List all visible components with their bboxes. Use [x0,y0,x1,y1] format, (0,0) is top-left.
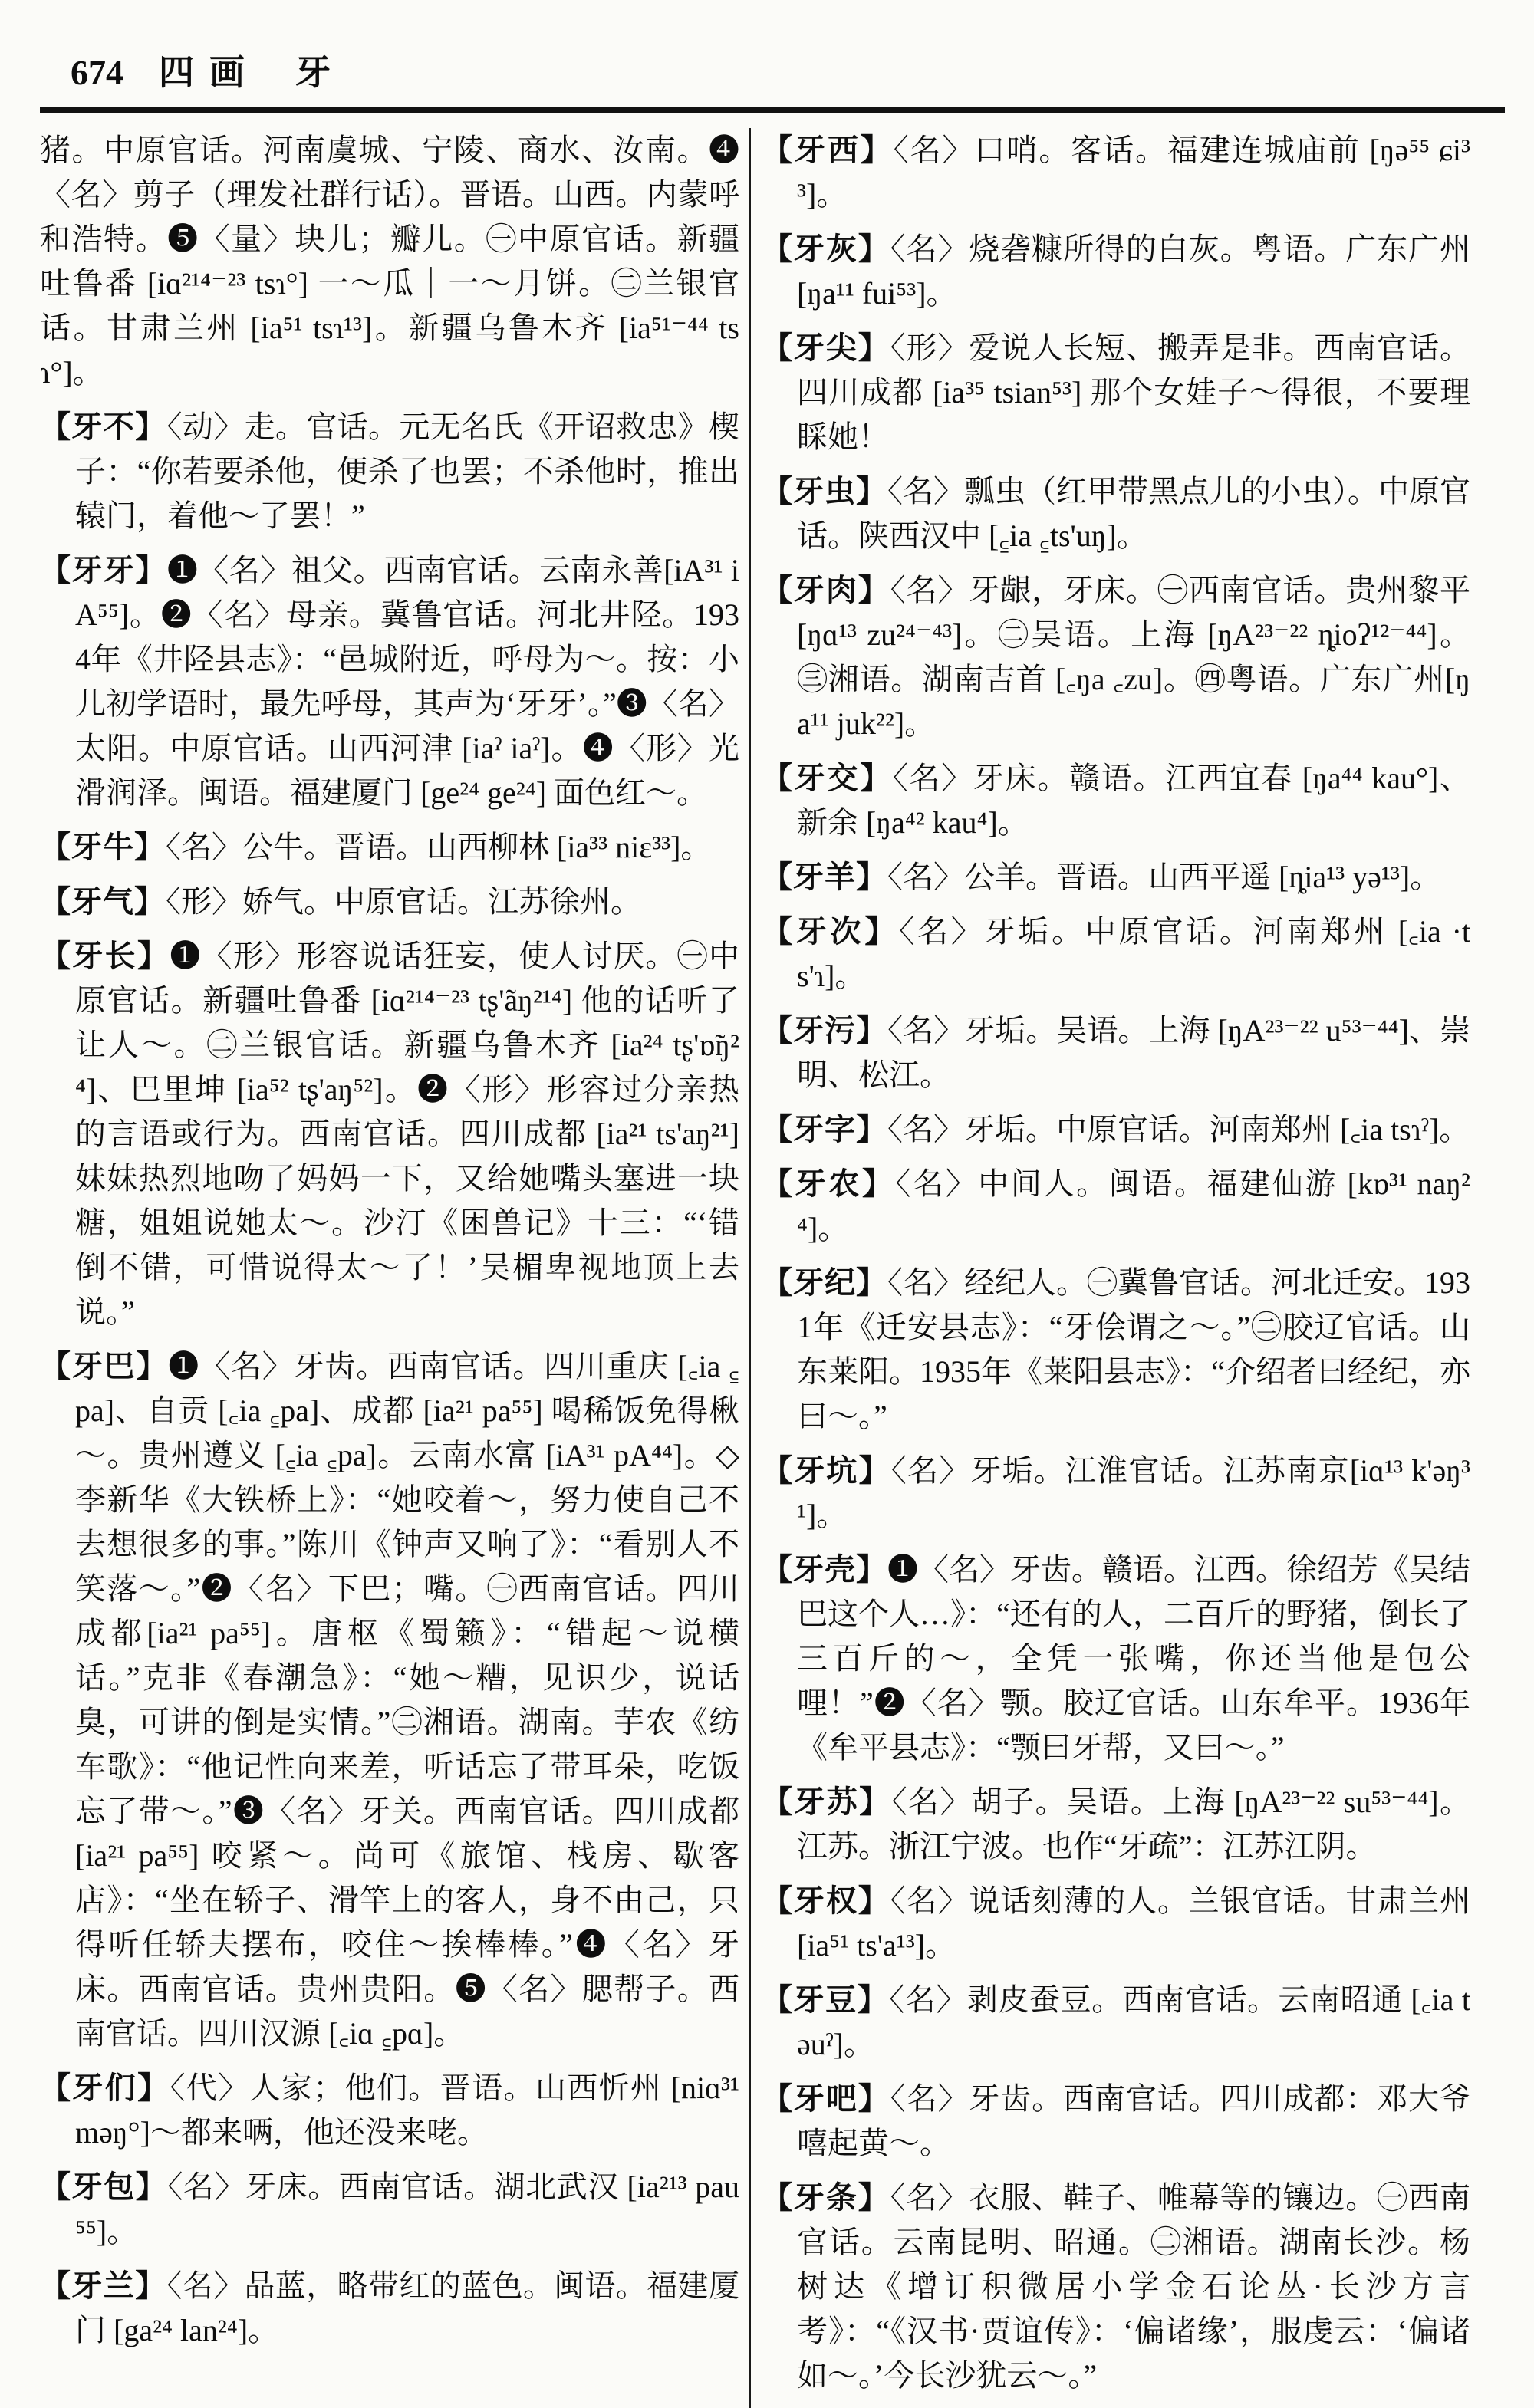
entry-body: ❶〈形〉形容说话狂妄，使人讨厌。㊀中原官话。新疆吐鲁番 [iɑ²¹⁴⁻²³ tʂ'ãŋ²¹⁴] 他的话听了让人～。㊁兰银官话。新疆乌鲁木齐 [ia²⁴ tʂ'ɒ̃ŋ²⁴]、巴里坤 [ia⁵² tʂ'aŋ⁵²]。❷〈形〉形容过分亲热的言语或行为。西南官话。四川成都 [ia²¹ ts'aŋ²¹] 妹妹热烈地吻了妈妈一下，又给她嘴头塞进一块糖，姐姐说她太～。沙汀《困兽记》十三：“‘错倒不错，可惜说得太～了！’吴楣卑视地顶上去说。” [75,939,740,1329]
entry-body: 〈名〉瓢虫（红甲带黑点儿的小虫）。中原官话。陕西汉中 [꜁ia ꜁ts'uŋ]。 [797,474,1470,553]
dictionary-entry [762,910,1470,998]
entry-headword: 【牙农】 [762,1166,896,1201]
entry-body: 〈名〉品蓝，略带红的蓝色。闽语。福建厦门 [ga²⁴ lan²⁴]。 [75,2268,740,2347]
entry-headword: 【牙条】 [762,2180,890,2215]
dictionary-entry [762,1879,1470,1968]
entry-body: 〈名〉牙垢。中原官话。河南郑州 [꜀ia ·ts'ɿ]。 [797,914,1470,993]
dictionary-entry [762,1978,1470,2067]
entry-headword: 【牙吧】 [762,2081,890,2116]
entry-headword: 【牙们】 [40,2071,170,2105]
entry-body: 〈名〉公牛。晋语。山西柳林 [ia³³ niɛ³³]。 [166,830,712,864]
entry-headword: 【牙长】 [40,939,170,973]
dictionary-entry [762,1008,1470,1097]
dictionary-entry [762,756,1470,845]
dictionary-entry [762,1107,1470,1152]
dictionary-entry [762,1548,1470,1770]
entry-body: 〈形〉爱说人长短、搬弄是非。西南官话。四川成都 [ia³⁵ tsian⁵³] 那个女娃子～得很，不要理睬她！ [797,331,1471,454]
entry-body: 〈名〉衣服、鞋子、帷幕等的镶边。㊀西南官话。云南昆明、昭通。㊁湘语。湖南长沙。杨树达《增订积微居小学金石论丛·长沙方言考》：“《汉书·贾谊传》：‘偏诸缘’，服虔云：‘偏诸如～。’今长沙犹云～。” [797,2180,1471,2393]
entry-body: 〈名〉剥皮蚕豆。西南官话。云南昭通 [꜀ia təuˀ]。 [797,1982,1471,2061]
dictionary-entry [762,1261,1470,1439]
dictionary-entry [40,2165,739,2254]
entry-headword: 【牙权】 [762,1883,890,1918]
entry-body: 猪。中原官话。河南虞城、宁陵、商水、汝南。❹〈名〉剪子（理发社群行话）。晋语。山西。内蒙呼和浩特。❺〈量〉块儿；瓣儿。㊀中原官话。新疆吐鲁番 [iɑ²¹⁴⁻²³ tsɿ°] 一～瓜｜一～月饼。㊁兰银官话。甘肃兰州 [ia⁵¹ tsɿ¹³]。新疆乌鲁木齐 [ia⁵¹⁻⁴⁴ tsɿ°]。 [40,133,739,390]
entry-headword: 【牙不】 [40,410,167,444]
entry-body: 〈名〉胡子。吴语。上海 [ŋA²³⁻²² su⁵³⁻⁴⁴]。江苏。浙江宁波。也作“牙疏”：江苏江阴。 [797,1785,1470,1864]
entry-body: 〈名〉口哨。客话。福建连城庙前 [ŋə⁵⁵ ɕi³³]。 [797,133,1471,212]
entry-headword: 【牙交】 [762,761,893,795]
entry-headword: 【牙气】 [40,884,166,919]
entry-body: 〈名〉牙垢。江淮官话。江苏南京[iɑ¹³ k'əŋ³¹]。 [797,1453,1471,1532]
dictionary-entry [40,405,739,538]
dictionary-entry [40,548,739,815]
entry-headword: 【牙次】 [762,914,900,949]
entry-body: 〈名〉牙垢。吴语。上海 [ŋA²³⁻²² u⁵³⁻⁴⁴]、崇明、松江。 [797,1013,1470,1092]
entry-body: 〈名〉牙床。赣语。江西宜春 [ŋa⁴⁴ kau°]、新余 [ŋa⁴² kau⁴]。 [797,761,1471,840]
entry-body: 〈动〉走。官话。元无名氏《开诏救忠》楔子：“你若要杀他，便杀了也罢；不杀他时，推出辕门，着他～了罢！” [75,410,740,533]
entry-headword: 【牙牙】 [40,553,167,587]
entry-headword: 【牙豆】 [762,1982,890,2017]
dictionary-entry [762,227,1470,316]
entry-body: ❶〈名〉祖父。西南官话。云南永善[iA³¹ iA⁵⁵]。❷〈名〉母亲。冀鲁官话。河北井陉。1934年《井陉县志》：“邑城附近，呼母为～。按：小儿初学语时，最先呼母，其声为‘牙牙’。”❸〈名〉太阳。中原官话。山西河津 [iaˀ iaˀ]。❹〈形〉光滑润泽。闽语。福建厦门 [ge²⁴ ge²⁴] 面色红～。 [75,553,739,810]
dictionary-entry [40,880,739,924]
entry-headword: 【牙污】 [762,1013,888,1048]
entry-body: 〈名〉牙床。西南官话。湖北武汉 [ia²¹³ pau⁵⁵]。 [75,2170,740,2248]
entry-headword: 【牙巴】 [40,1349,169,1383]
right-column [762,128,1470,2408]
entry-headword: 【牙字】 [762,1112,887,1146]
entry-headword: 【牙西】 [762,133,894,167]
dictionary-entry [40,2066,739,2155]
dictionary-entry [40,128,739,395]
column-divider [749,128,751,2408]
header-rule [40,107,1505,113]
page-number: 674 [71,53,123,92]
entry-body: 〈名〉中间人。闽语。福建仙游 [kɒ³¹ naŋ²⁴]。 [797,1166,1470,1245]
dictionary-entry [762,568,1470,746]
dictionary-entry [40,934,739,1334]
entry-headword: 【牙苏】 [762,1785,892,1819]
entry-body: 〈名〉牙齿。西南官话。四川成都：邓大爷嘻起黄～。 [797,2081,1471,2160]
page-header [40,44,1505,95]
entry-body: 〈形〉娇气。中原官话。江苏徐州。 [166,884,641,919]
entry-headword: 【牙包】 [40,2170,168,2204]
entry-body: 〈名〉牙垢。中原官话。河南郑州 [꜀ia tsɿˀ]。 [887,1112,1470,1146]
entry-body: 〈代〉人家；他们。晋语。山西忻州 [niɑ³¹ məŋ°]～都来唡，他还没来咾。 [75,2071,740,2150]
entry-headword: 【牙纪】 [762,1265,887,1300]
entry-headword: 【牙坑】 [762,1453,891,1488]
dictionary-entry [40,2264,739,2353]
entry-body: 〈名〉说话刻薄的人。兰银官话。甘肃兰州[ia⁵¹ ts'a¹³]。 [797,1883,1471,1962]
stroke-section-label: 四画 [159,53,260,92]
dictionary-entry [762,1162,1470,1251]
entry-headword: 【牙牛】 [40,830,166,864]
entry-headword: 【牙灰】 [762,232,890,266]
two-column-layout [40,128,1505,2408]
dictionary-entry [762,1449,1470,1538]
entry-headword: 【牙羊】 [762,860,887,894]
dictionary-entry [762,469,1470,558]
dictionary-entry [762,326,1470,459]
radical-label: 牙 [295,53,331,92]
entry-body: 〈名〉烧砻糠所得的白灰。粤语。广东广州[ŋa¹¹ fui⁵³]。 [797,232,1471,311]
entry-headword: 【牙尖】 [762,331,890,365]
entry-body: ❶〈名〉牙齿。赣语。江西。徐绍芳《吴结巴这个人…》：“还有的人，二百斤的野猪，倒长了三百斤的～，全凭一张嘴，你还当他是包公哩！”❷〈名〉颚。胶辽官话。山东牟平。1936年《牟平县志》：“颚曰牙帮，又曰～。” [797,1552,1470,1765]
dictionary-entry [762,2176,1470,2398]
entry-body: 〈名〉经纪人。㊀冀鲁官话。河北迁安。1931年《迁安县志》：“牙侩谓之～。”㊁胶辽官话。山东莱阳。1935年《莱阳县志》：“介绍者曰经纪，亦曰～。” [797,1265,1470,1433]
dictionary-entry [762,855,1470,900]
entry-headword: 【牙虫】 [762,474,887,508]
entry-body: 〈名〉公羊。晋语。山西平遥 [ȵia¹³ yə¹³]。 [887,860,1441,894]
entry-headword: 【牙肉】 [762,573,890,607]
left-column [40,128,739,2408]
dictionary-entry [762,128,1470,217]
dictionary-entry [762,1780,1470,1869]
entry-headword: 【牙壳】 [762,1552,887,1587]
dictionary-entry [40,1344,739,2056]
entry-body: ❶〈名〉牙齿。西南官话。四川重庆 [꜀ia ꜁pa]、自贡 [꜀ia ꜁pa]、成都 [ia²¹ pa⁵⁵] 喝稀饭免得楸～。贵州遵义 [꜁ia ꜁pa]。云南水富 [iA³¹ pA⁴⁴]。◇李新华《大铁桥上》：“她咬着～，努力使自己不去想很多的事。”陈川《钟声又响了》：“看别人不笑落～。”❷〈名〉下巴；嘴。㊀西南官话。四川成都[ia²¹ pa⁵⁵]。唐枢《蜀籁》：“错起～说横话。”克非《春潮急》：“她～糟，见识少，说话臭，可讲的倒是实情。”㊁湘语。湖南。芋农《纺车歌》：“他记性向来差，听话忘了带耳朵，吃饭忘了带～。”❸〈名〉牙关。西南官话。四川成都 [ia²¹ pa⁵⁵] 咬紧～。尚可《旅馆、栈房、歇客店》：“坐在轿子、滑竿上的客人，身不由己，只得听任轿夫摆布，咬住～挨棒棒。”❹〈名〉牙床。西南官话。贵州贵阳。❺〈名〉腮帮子。西南官话。四川汉源 [꜀iɑ ꜁pɑ]。 [75,1349,739,2051]
dictionary-entry [762,2077,1470,2166]
dictionary-entry [40,825,739,870]
entry-body: 〈名〉牙龈，牙床。㊀西南官话。贵州黎平[ŋɑ¹³ zu²⁴⁻⁴³]。㊁吴语。上海 [ŋA²³⁻²² ȵioʔ¹²⁻⁴⁴]。㊂湘语。湖南吉首 [꜀ŋa ꜀zu]。㊃粤语。广东广州[ŋa¹¹ juk²²]。 [797,573,1471,741]
entry-headword: 【牙兰】 [40,2268,167,2303]
